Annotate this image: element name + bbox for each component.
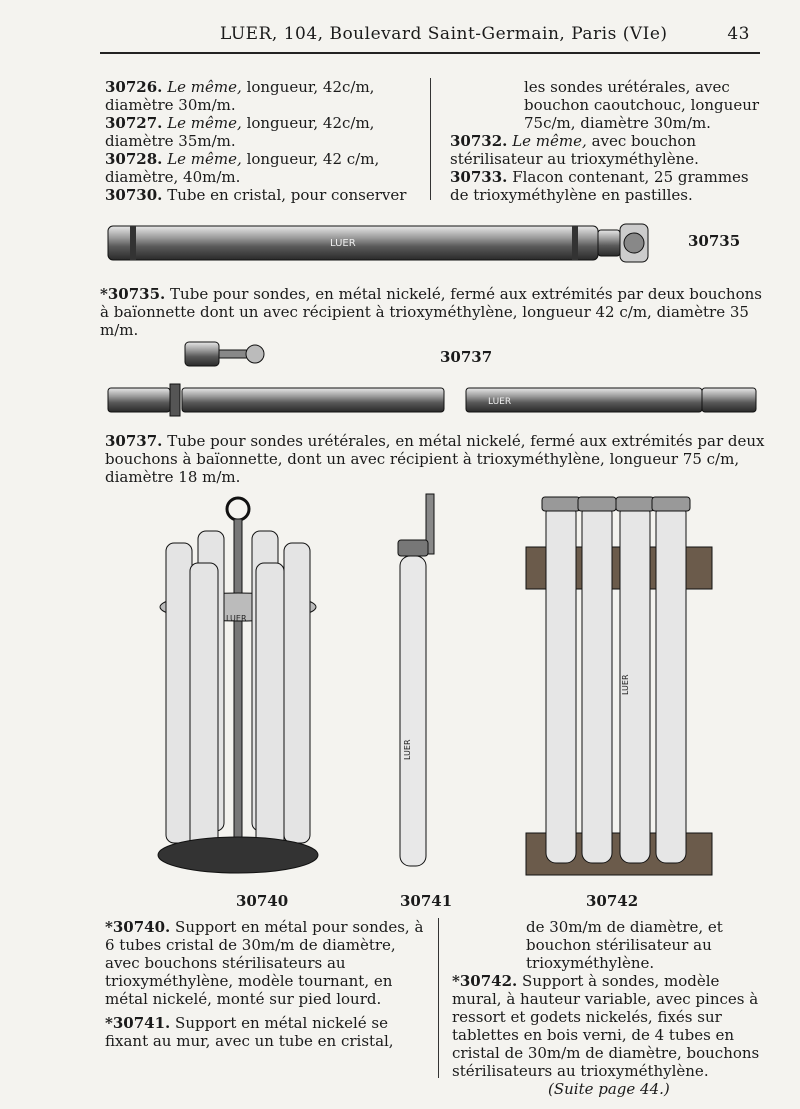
top-left-column — [105, 78, 423, 204]
description-30737: 30737. Tube pour sondes urétérales, en métal nickelé, fermé aux extrémités par deux bouchons à baïonnette, dont un avec récipient à trioxyméthylène, longueur 75 c/m, diamètre 18 m/m. — [105, 432, 765, 486]
page-header — [100, 22, 760, 54]
engraving-luer-30740: LUER — [226, 614, 247, 623]
engraving-luer-30737: LUER — [488, 397, 512, 407]
page-number: 43 — [727, 24, 750, 44]
entry-30732: 30732. Le même, avec bouchon stérilisateur au trioxyméthylène. — [450, 132, 699, 168]
engraving-luer-30741: LUER — [403, 739, 412, 760]
figure-30742 — [520, 495, 720, 885]
entry-30726: 30726. Le même, longueur, 42c/m, diamètre 30m/m. — [105, 78, 375, 114]
figure-30737-cap — [183, 340, 273, 370]
header-title: LUER, 104, Boulevard Saint-Germain, Paris (VIe) — [220, 24, 668, 44]
entry-30742: *30742. Support à sondes, modèle mural, à hauteur variable, avec pinces à ressort et godets nickelés, fixés sur tablettes en bois verni, de 4 tubes en cristal de 30m/m de diamètre, bouchons stérilisateurs au trioxyméthylène. — [452, 972, 760, 1080]
figure-label-30741: 30741 — [400, 892, 453, 910]
column-divider-top — [430, 78, 431, 200]
figure-label-30737: 30737 — [440, 348, 493, 366]
column-divider-bottom — [438, 918, 439, 1078]
figure-label-30742: 30742 — [586, 892, 639, 910]
figure-30741 — [388, 490, 448, 880]
figure-30740 — [150, 495, 330, 885]
entry-30733: 30733. Flacon contenant, 25 grammes de trioxyméthylène en pastilles. — [450, 168, 749, 204]
engraving-luer-30742: LUER — [621, 674, 630, 695]
entry-30741: *30741. Support en métal nickelé se fixant au mur, avec un tube en cristal, — [105, 1014, 394, 1050]
continued-note: (Suite page 44.) — [548, 1080, 670, 1098]
entry-30728: 30728. Le même, longueur, 42 c/m, diamètre, 40m/m. — [105, 150, 380, 186]
continuation-30741: de 30m/m de diamètre, et bouchon stérilisateur au trioxyméthylène. — [526, 918, 723, 972]
entry-30730: 30730. Tube en cristal, pour conserver — [105, 186, 407, 204]
continuation-30730: les sondes urétérales, avec bouchon caoutchouc, longueur 75c/m, diamètre 30m/m. — [524, 78, 760, 132]
figure-label-30735: 30735 — [688, 232, 741, 250]
figure-30735 — [100, 212, 780, 272]
entry-30727: 30727. Le même, longueur, 42c/m, diamètre 35m/m. — [105, 114, 375, 150]
figure-label-30740: 30740 — [236, 892, 289, 910]
bottom-right-column — [452, 918, 770, 1098]
description-30735: *30735. Tube pour sondes, en métal nickelé, fermé aux extrémités par deux bouchons à baïonnette dont un avec récipient à trioxyméthylène, longueur 42 c/m, diamètre 35 m/m. — [100, 285, 762, 339]
figure-30737-tubes — [100, 378, 770, 424]
engraving-luer-30735: LUER — [330, 238, 356, 249]
top-right-column — [450, 78, 768, 204]
bottom-left-column — [105, 918, 425, 1050]
entry-30740: *30740. Support en métal pour sondes, à 6 tubes cristal de 30m/m de diamètre, avec bouchons stérilisateurs au trioxyméthylène, modèle tournant, en métal nickelé, monté sur pied lourd. — [105, 918, 424, 1008]
